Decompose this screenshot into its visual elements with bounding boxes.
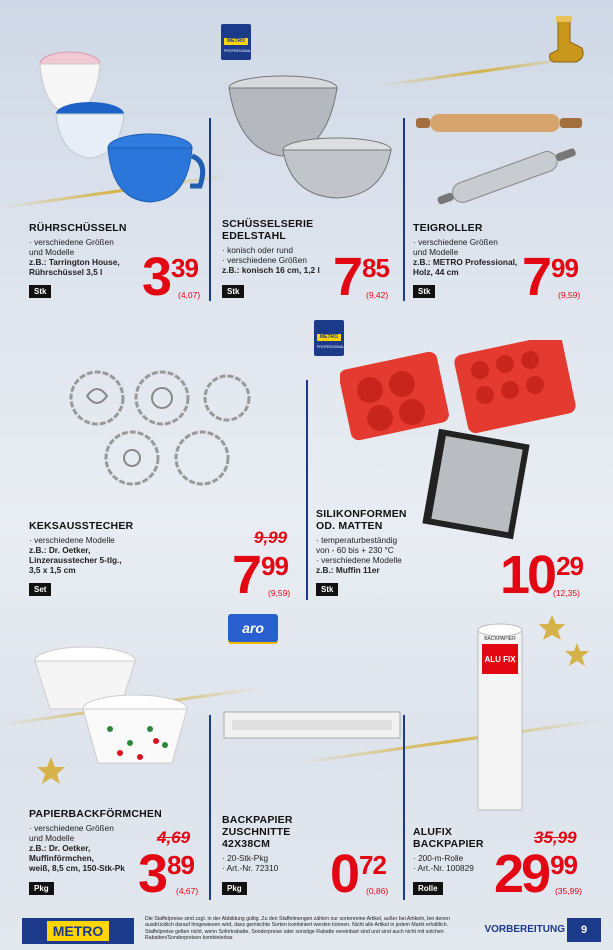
- price-net: (0,86): [366, 886, 389, 896]
- alufix-roll-image: [470, 620, 530, 815]
- price-net: (4,07): [178, 290, 201, 300]
- product-title: PAPIERBACKFÖRMCHEN: [29, 808, 162, 820]
- product-desc: · 20-Stk-Pkg · Art.-Nr. 72310: [222, 853, 279, 873]
- steel-bowls-image: [225, 72, 400, 202]
- star-ornament-icon: [564, 642, 590, 668]
- star-ornament-icon: [36, 756, 66, 786]
- unit-badge: Stk: [413, 285, 435, 298]
- alufix-roll-top-text: BACKPAPIER: [484, 636, 516, 642]
- product-desc: · 200-m-Rolle · Art.-Nr. 100829: [413, 853, 474, 873]
- product-ruehrschuesseln[interactable]: [29, 222, 129, 277]
- product-desc: · verschiedene Größen und Modelle z.B.: METRO Professional, Holz, 44 cm: [413, 237, 518, 277]
- price-net: (4,67): [176, 886, 199, 896]
- aro-badge: aro: [228, 614, 278, 642]
- product-title: TEIGROLLER: [413, 222, 483, 234]
- metro-professional-badge: METRO PROFESSIONAL: [314, 320, 344, 356]
- product-desc: · verschiedene Größen und Modelle z.B.: Dr. Oetker, Muffinförmchen, weiß, 8,5 cm, 150-Stk-Pk: [29, 823, 125, 873]
- divider: [209, 715, 211, 900]
- product-title: RÜHRSCHÜSSELN: [29, 222, 127, 234]
- divider: [403, 118, 405, 301]
- price-net: (9,42): [366, 290, 389, 300]
- unit-badge: Set: [29, 583, 51, 596]
- product-desc: · konisch oder rund · verschiedene Größen z.B.: konisch 16 cm, 1,2 l: [222, 245, 320, 275]
- legal-text: Die Staffelpreise sind zzgl. in der Abbildung gültig. Zu den Staffelmengen zählen nur sortenreine Artikel, außer bei Artikeln, bei denen ausdrücklich darauf hingewiesen wird, dass gemischte Sorten kombiniert werden können. Nicht alle Artikel in jedem Markt erhältlich. Staffelpreise gelten nicht, wenn Sofortrabatte, Sonderpreise oder sonstige Rabatte vereinbart sind und sind auch nicht mit solchen Rabatten/Sonderpreisen kombinierbar.: [145, 916, 450, 941]
- product-title: ALUFIX BACKPAPIER: [413, 826, 484, 850]
- page-number: 9: [567, 918, 601, 942]
- unit-badge: Stk: [29, 285, 51, 298]
- unit-badge: Rolle: [413, 882, 443, 895]
- unit-badge: Pkg: [29, 882, 54, 895]
- unit-badge: Stk: [222, 285, 244, 298]
- old-price: 35,99: [534, 828, 577, 847]
- product-schuesselserie[interactable]: [222, 218, 332, 275]
- price-net: (9,59): [268, 588, 291, 598]
- price: 0 72: [330, 844, 386, 904]
- mixing-bowls-image: [20, 40, 210, 210]
- rolling-pins-image: [412, 108, 592, 208]
- product-desc: · verschiedene Größen und Modelle z.B.: Tarrington House, Rührschüssel 3,5 l: [29, 237, 120, 277]
- product-title: SCHÜSSELSERIE EDELSTAHL: [222, 218, 314, 242]
- product-backpapier-zuschnitte[interactable]: [222, 814, 332, 873]
- price: 7 99: [522, 247, 578, 307]
- baking-paper-sheets-image: [222, 708, 402, 742]
- divider: [306, 380, 308, 600]
- product-teigroller[interactable]: [413, 222, 523, 277]
- cookie-cutters-image: [62, 368, 252, 498]
- unit-badge: Pkg: [222, 882, 247, 895]
- alufix-roll-brand-text: ALU FIX: [484, 655, 516, 664]
- product-title: KEKSAUSSTECHER: [29, 520, 134, 532]
- price: 29 99: [494, 844, 577, 904]
- old-price: 4,69: [157, 828, 191, 847]
- section-title: VORBEREITUNG: [484, 924, 565, 935]
- price: 3 89: [138, 844, 194, 904]
- price: 7 99: [232, 545, 288, 605]
- price-net: (9,59): [558, 290, 581, 300]
- boot-ornament-icon: [540, 14, 590, 70]
- footer: [0, 912, 613, 950]
- metro-professional-badge: METRO PROFESSIONAL: [221, 24, 251, 60]
- product-desc: · temperaturbeständig von - 60 bis + 230 °C · verschiedene Modelle z.B.: Muffin 11er: [316, 535, 402, 575]
- price-net: (35,99): [555, 886, 582, 896]
- price: 3 39: [142, 247, 198, 307]
- star-ornament-icon: [538, 614, 566, 642]
- price: 10 29: [500, 545, 583, 605]
- price-net: (12,35): [553, 588, 580, 598]
- divider: [403, 715, 405, 900]
- old-price: 9,99: [254, 528, 288, 547]
- product-title: BACKPAPIER ZUSCHNITTE 42X38CM: [222, 814, 293, 850]
- price: 7 85: [333, 247, 389, 307]
- product-title: SILIKONFORMEN OD. MATTEN: [316, 508, 407, 532]
- product-keksausstecher[interactable]: [29, 520, 139, 575]
- unit-badge: Stk: [316, 583, 338, 596]
- product-desc: · verschiedene Modelle z.B.: Dr. Oetker, Linzerausstecher 5-tlg., 3,5 x 1,5 cm: [29, 535, 122, 575]
- product-silikonformen[interactable]: [316, 508, 436, 575]
- product-papierbackfoermchen[interactable]: [29, 808, 162, 873]
- metro-logo[interactable]: METRO: [22, 918, 134, 944]
